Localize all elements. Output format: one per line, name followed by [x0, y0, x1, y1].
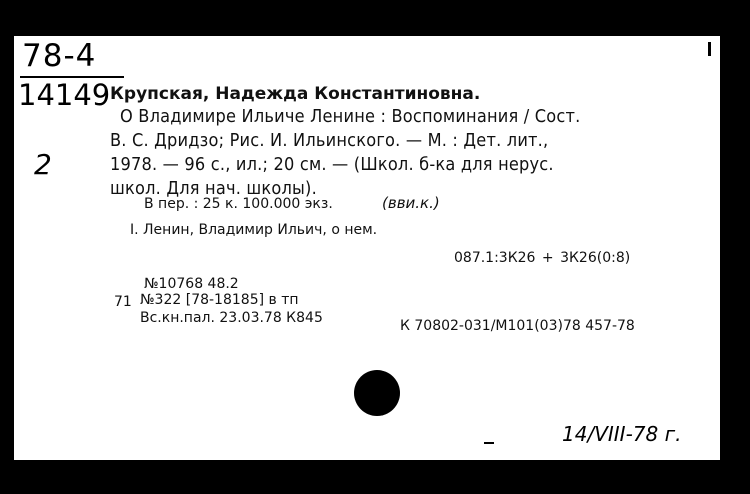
catalog-card	[14, 36, 720, 460]
chamber-registration: Вс.кн.пал. 23.03.78 К845	[140, 310, 323, 326]
margin-mark: 2	[34, 148, 52, 181]
record-number: №10768 48.2	[144, 276, 239, 292]
title-line-3: 1978. — 96 с., ил.; 20 см. — (Школ. б-ка для нерус.	[110, 154, 554, 175]
record-prefix: 71	[114, 294, 132, 310]
punch-hole	[354, 370, 400, 416]
shelf-code: 78-4	[22, 38, 97, 74]
author-heading: Крупская, Надежда Константиновна.	[110, 84, 481, 104]
dash-mark	[484, 442, 494, 444]
classification: 087.1:3К26 + 3К26(0:8)	[454, 250, 631, 266]
subject-entry: I. Ленин, Владимир Ильич, о нем.	[130, 222, 378, 238]
title-line-1: О Владимире Ильиче Ленине : Воспоминания / Сост.	[120, 106, 581, 127]
title-line-4: школ. Для нач. школы).	[110, 178, 317, 199]
handwritten-date: 14/VIII-78 г.	[562, 422, 682, 446]
handwritten-note: (вви.к.)	[382, 194, 440, 212]
inventory-number: 14149	[18, 78, 111, 112]
bbk-code: К 70802-031/М101(03)78 457-78	[400, 318, 635, 334]
edge-mark	[708, 42, 711, 56]
registration: №322 [78-18185] в тп	[140, 292, 299, 308]
title-line-2: В. С. Дридзо; Рис. И. Ильинского. — М. : Дет. лит.,	[110, 130, 549, 151]
price-line: В пер. : 25 к. 100.000 экз.	[144, 196, 333, 212]
